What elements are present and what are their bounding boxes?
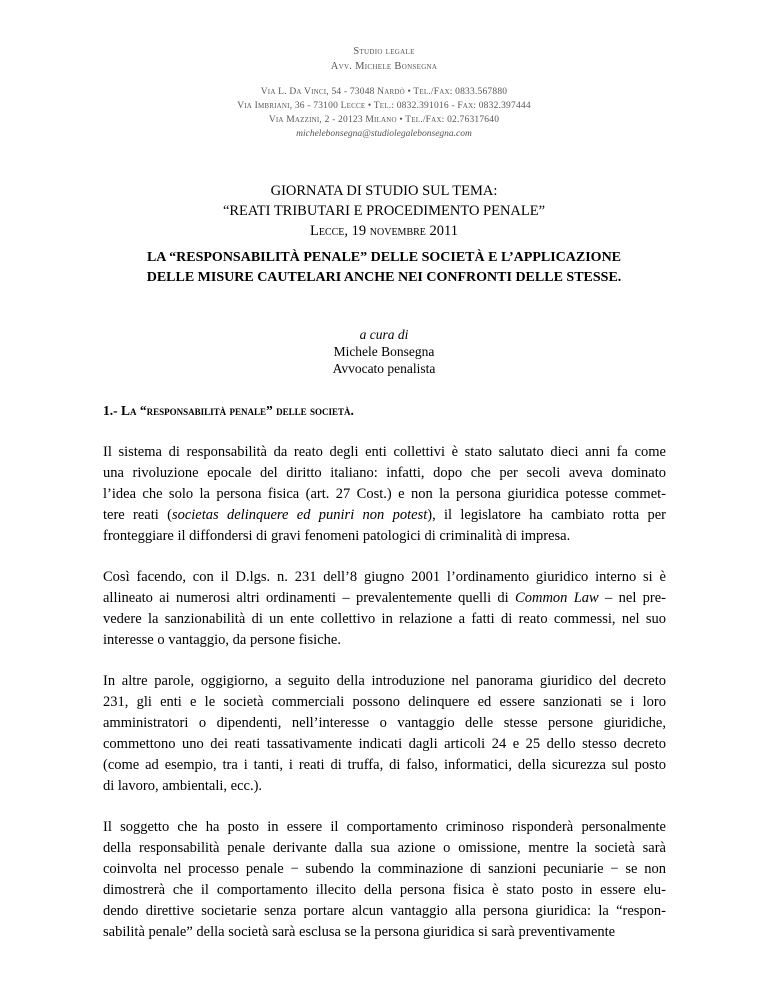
author-name: Michele Bonsegna (333, 344, 435, 359)
text-line: Così facendo, con il D.lgs. n. 231 dell’8 giugno 2001 l’ordinamento giuridico interno si è (103, 569, 666, 585)
paragraph (103, 817, 666, 943)
author-block (0, 326, 768, 377)
title-line-1: LA “RESPONSABILITÀ PENALE” DELLE SOCIETÀ E L’APPLICAZIONE (146, 250, 622, 265)
email-address: michelebonsegna@studiolegalebonsegna.com (296, 129, 472, 139)
text-line: fronteggiare il diffondersi di gravi fenomeni patologici di criminalità di impresa. (103, 528, 571, 544)
text-line: l’idea che solo la persona fisica (art. 27 Cost.) e non la persona giuridica potesse commet- (103, 486, 666, 502)
text-line: 231, gli enti e le società commerciali possono delinquere ed essere sanzionati se i loro (103, 694, 666, 710)
author-role: Avvocato penalista (332, 361, 436, 376)
section-heading: 1.- La “responsabilità penale” delle società. (103, 403, 354, 418)
text-line: tere reati (societas delinquere ed puniri non potest), il legislatore ha cambiato rotta per (103, 507, 666, 523)
text-line: della responsabilità penale derivante dalla sua azione o omissione, mentre la società sarà (103, 840, 666, 856)
text-line: allineato ai numerosi altri ordinamenti – prevalentemente quelli di Common Law – nel pre- (103, 590, 667, 606)
address-list (0, 85, 768, 127)
event-date: Lecce, 19 novembre 2011 (310, 223, 458, 239)
address-lecce: Via Imbriani, 36 - 73100 Lecce • Tel.: 0832.391016 - Fax: 0832.397444 (237, 101, 531, 111)
text-line: Il soggetto che ha posto in essere il comportamento criminoso risponderà personalmente (103, 819, 666, 835)
title-line-2: DELLE MISURE CAUTELARI ANCHE NEI CONFRONTI DELLE STESSE. (146, 270, 622, 285)
address-milano: Via Mazzini, 2 - 20123 Milano • Tel./Fax: 02.76317640 (268, 115, 500, 125)
text-line: Il sistema di responsabilità da reato degli enti collettivi è stato salutato dieci anni fa come (103, 444, 666, 460)
text-line: di lavoro, ambientali, ecc.). (103, 778, 263, 794)
text-line: dendo direttive societarie senza portare alcun vantaggio alla persona giuridica: la “respon- (103, 903, 666, 919)
paragraph (103, 442, 666, 547)
event-header (0, 181, 768, 241)
paragraph (103, 567, 666, 651)
lawyer-name: Avv. Michele Bonsegna (330, 61, 438, 72)
text-line: (come ad esempio, tra i tanti, i reati di truffa, di falso, informatici, della sicurezza sul posto (103, 757, 666, 773)
event-line-2: “REATI TRIBUTARI E PROCEDIMENTO PENALE” (222, 203, 546, 219)
curated-by-label: a cura di (359, 327, 409, 342)
text-line: una rivoluzione epocale del diritto italiano: infatti, dopo che per secoli aveva dominato (103, 465, 666, 481)
address-nardo: Via L. Da Vinci, 54 - 73048 Nardò • Tel./Fax: 0833.567880 (260, 87, 508, 97)
event-line-1: GIORNATA DI STUDIO SUL TEMA: (270, 183, 498, 199)
text-line: vedere la sanzionabilità di un ente collettivo in relazione a fatti di reato commessi, nel suo (103, 611, 666, 627)
document-title (90, 248, 678, 288)
studio-name: Studio legale (353, 46, 415, 57)
text-line: coinvolta nel processo penale − subendo la comminazione di sanzioni pecuniarie − se non (103, 861, 666, 877)
text-line: In altre parole, oggigiorno, a seguito della introduzione nel panorama giuridico del decreto (103, 673, 666, 689)
text-line: amministratori o dipendenti, nell’interesse o vantaggio delle stesse persone giuridiche, (103, 715, 666, 731)
paragraph (103, 671, 666, 797)
text-line: interesse o vantaggio, da persone fisiche. (103, 632, 341, 648)
body-text (103, 442, 666, 963)
letterhead (0, 44, 768, 141)
text-line: sabilità penale” della società sarà esclusa se la persona giuridica si sarà preventivamente (103, 924, 616, 940)
text-line: commettono uno dei reati tassativamente indicati dagli articoli 24 e 25 dello stesso decreto (103, 736, 666, 752)
text-line: dimostrerà che il comportamento illecito della persona fisica è stato posto in essere elu- (103, 882, 666, 898)
